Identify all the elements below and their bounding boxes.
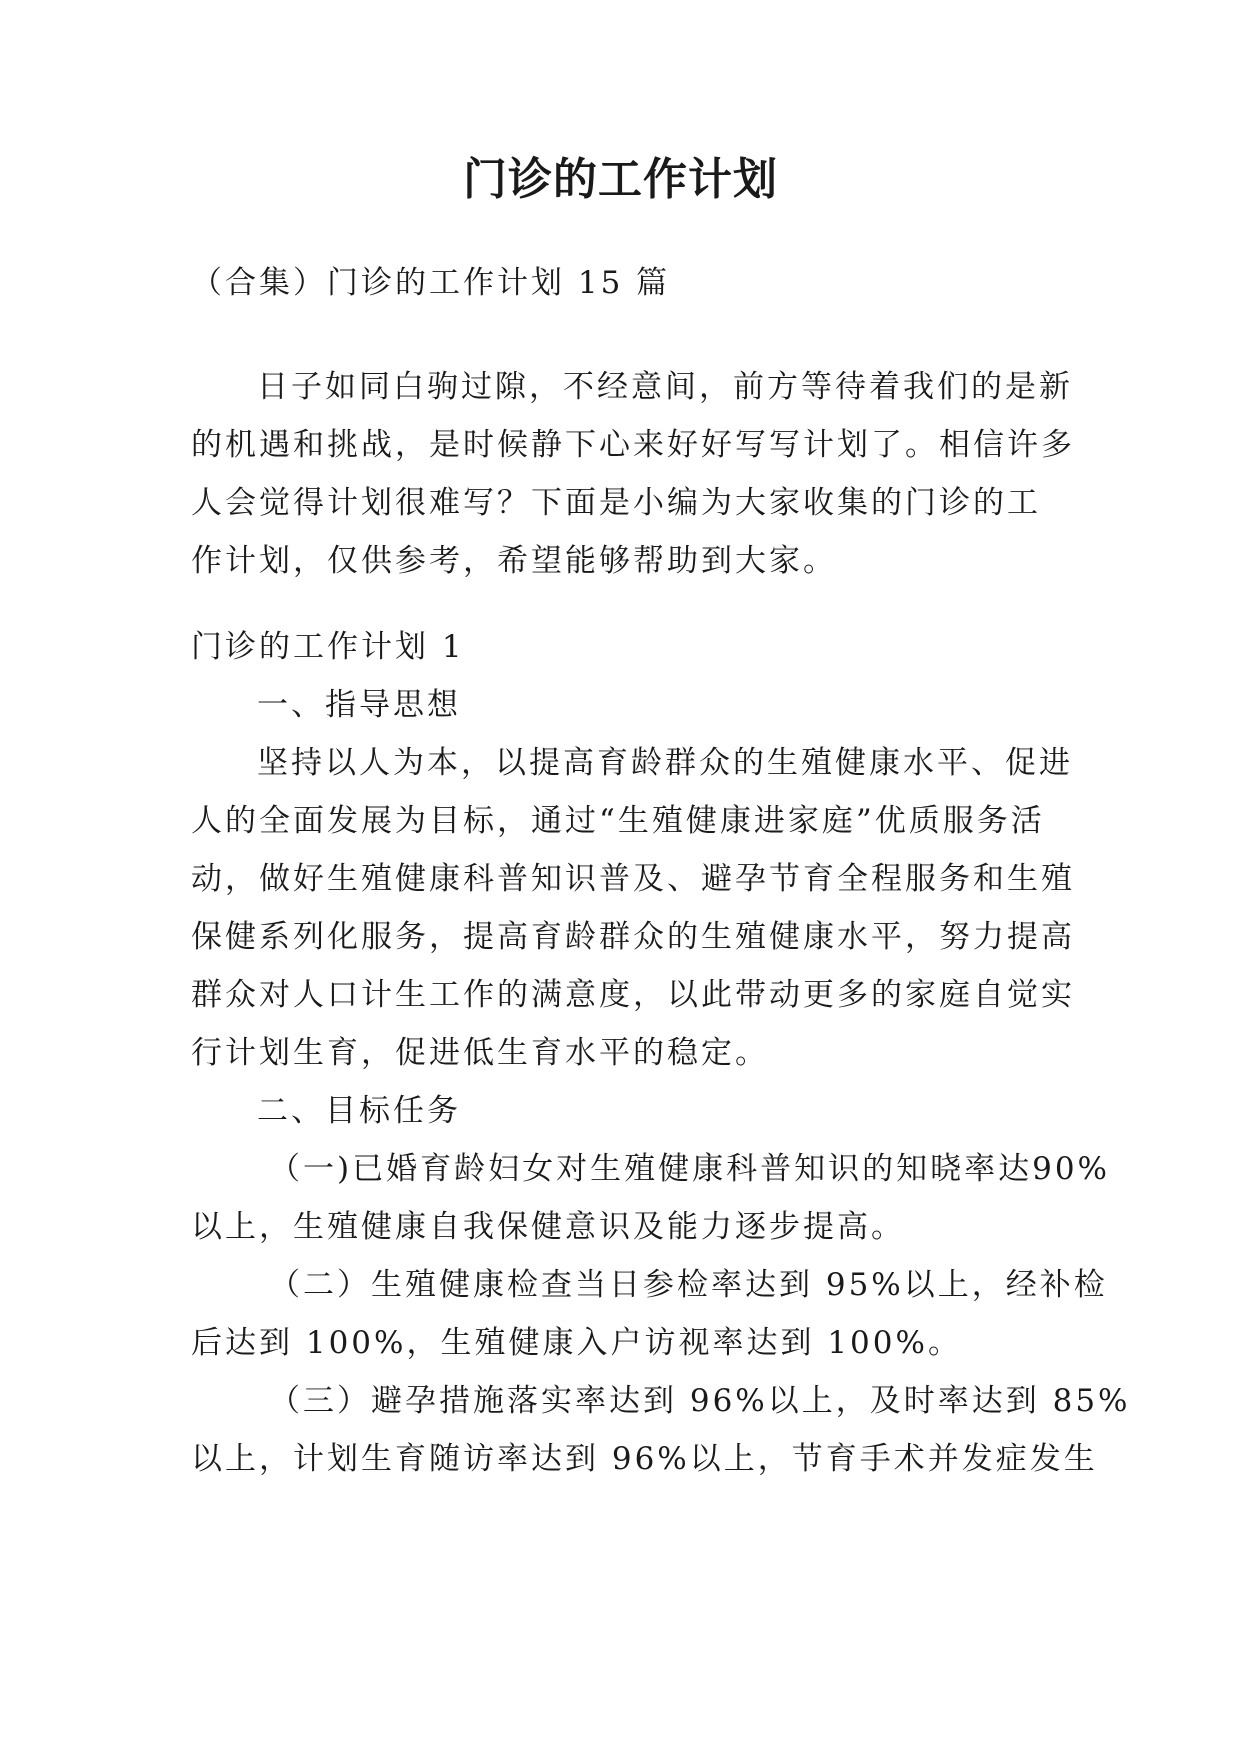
paragraph-line: 的机遇和挑战，是时候静下心来好好写写计划了。相信许多 [191, 427, 1075, 463]
part1-paragraph [191, 734, 1075, 1082]
paragraph-line: 群众对人口计生工作的满意度，以此带动更多的家庭自觉实 [191, 977, 1075, 1013]
part-heading-line: 一、指导思想 [257, 687, 461, 723]
paragraph-line: 人会觉得计划很难写？下面是小编为大家收集的门诊的工 [191, 485, 1041, 521]
paragraph-line: 以上，生殖健康自我保健意识及能力逐步提高。 [191, 1209, 905, 1245]
paragraph-line: 作计划，仅供参考，希望能够帮助到大家。 [191, 543, 837, 579]
document-title: 门诊的工作计划 [463, 154, 778, 205]
part2-heading [191, 1082, 1051, 1140]
paragraph-line: 日子如同白驹过隙，不经意间，前方等待着我们的是新 [257, 369, 1073, 405]
paragraph-line: 行计划生育，促进低生育水平的稳定。 [191, 1035, 769, 1071]
paragraph-line: 动，做好生殖健康科普知识普及、避孕节育全程服务和生殖 [191, 861, 1075, 897]
paragraph-line: （三）避孕措施落实率达到 96%以上，及时率达到 85% [269, 1383, 1131, 1419]
intro-paragraph [191, 358, 1075, 590]
document-subtitle [191, 254, 1051, 312]
paragraph-line: 坚持以人为本，以提高育龄群众的生殖健康水平、促进 [257, 745, 1073, 781]
paragraph-line: 后达到 100%，生殖健康入户访视率达到 100%。 [191, 1325, 962, 1361]
section-heading [191, 618, 1051, 676]
paragraph-line: （一)已婚育龄妇女对生殖健康科普知识的知晓率达90% [269, 1151, 1110, 1187]
part1-heading [191, 676, 1051, 734]
paragraph-line: 以上，计划生育随访率达到 96%以上，节育手术并发症发生 [191, 1441, 1098, 1477]
part-heading-line: 二、目标任务 [257, 1093, 461, 1129]
item3-paragraph [191, 1372, 1131, 1488]
item1-paragraph [191, 1140, 1110, 1256]
paragraph-line: 人的全面发展为目标，通过“生殖健康进家庭”优质服务活 [191, 803, 1045, 839]
paragraph-line: （二）生殖健康检查当日参检率达到 95%以上，经补检 [269, 1267, 1108, 1303]
paragraph-line: 保健系列化服务，提高育龄群众的生殖健康水平，努力提高 [191, 919, 1075, 955]
subtitle-line: （合集）门诊的工作计划 15 篇 [191, 265, 671, 301]
item2-paragraph [191, 1256, 1108, 1372]
section-heading-line: 门诊的工作计划 1 [191, 629, 465, 665]
